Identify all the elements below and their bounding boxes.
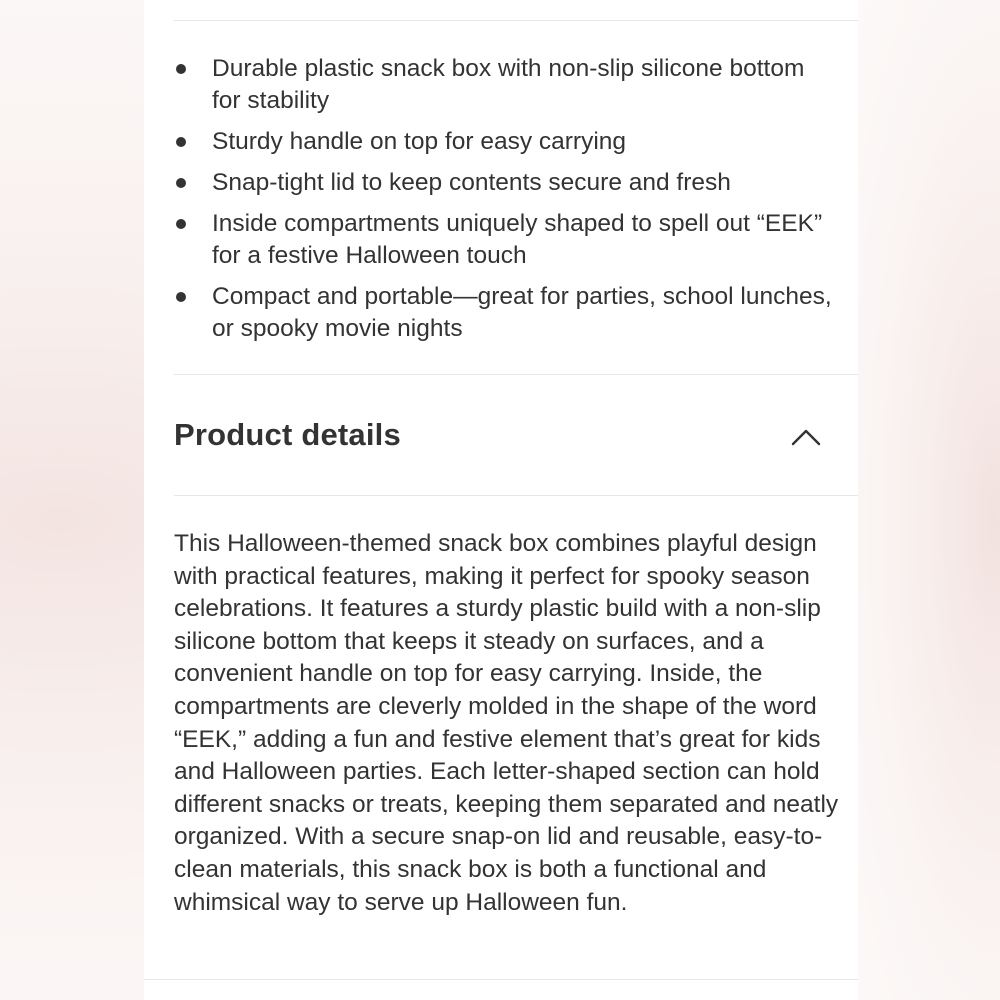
divider: [144, 979, 858, 980]
bullet-icon: [176, 178, 186, 188]
product-content-panel: [144, 0, 858, 1000]
list-item: [174, 167, 834, 199]
bullet-icon: [176, 219, 186, 229]
feature-text: Compact and portable—great for parties, school lunches, or spooky movie nights: [212, 283, 832, 342]
list-item: [174, 53, 834, 117]
product-details-toggle[interactable]: [174, 375, 858, 495]
divider: [174, 20, 858, 21]
bullet-icon: [176, 137, 186, 147]
divider: [174, 495, 858, 496]
product-description: This Halloween-themed snack box combines playful design with practical features, making it perfect for spooky season celebrations. It features a sturdy plastic build with a non-slip silicone bottom that keeps it steady on surfaces, and a convenient handle on top for easy carrying. Inside, the compartments are cleverly molded in the shape of the word “EEK,” adding a fun and festive element that’s great for kids and Halloween parties. Each letter-shaped section can hold different snacks or treats, keeping them separated and neatly organized. With a secure snap-on lid and reusable, easy-to-clean materials, this snack box is both a functional and whimsical way to serve up Halloween fun.: [174, 530, 839, 916]
feature-text: Inside compartments uniquely shaped to spell out “EEK” for a festive Halloween touch: [212, 210, 823, 269]
section-title: Product details: [174, 417, 401, 452]
chevron-up-icon[interactable]: [791, 427, 821, 447]
feature-text: Sturdy handle on top for easy carrying: [212, 128, 627, 155]
feature-list: [174, 53, 834, 354]
list-item: [174, 208, 834, 272]
feature-text: Durable plastic snack box with non-slip silicone bottom for stability: [212, 55, 805, 114]
bullet-icon: [176, 64, 186, 74]
list-item: [174, 281, 834, 345]
bullet-icon: [176, 292, 186, 302]
list-item: [174, 126, 834, 158]
page-backdrop: [858, 0, 1000, 1000]
feature-text: Snap-tight lid to keep contents secure and fresh: [212, 169, 731, 196]
